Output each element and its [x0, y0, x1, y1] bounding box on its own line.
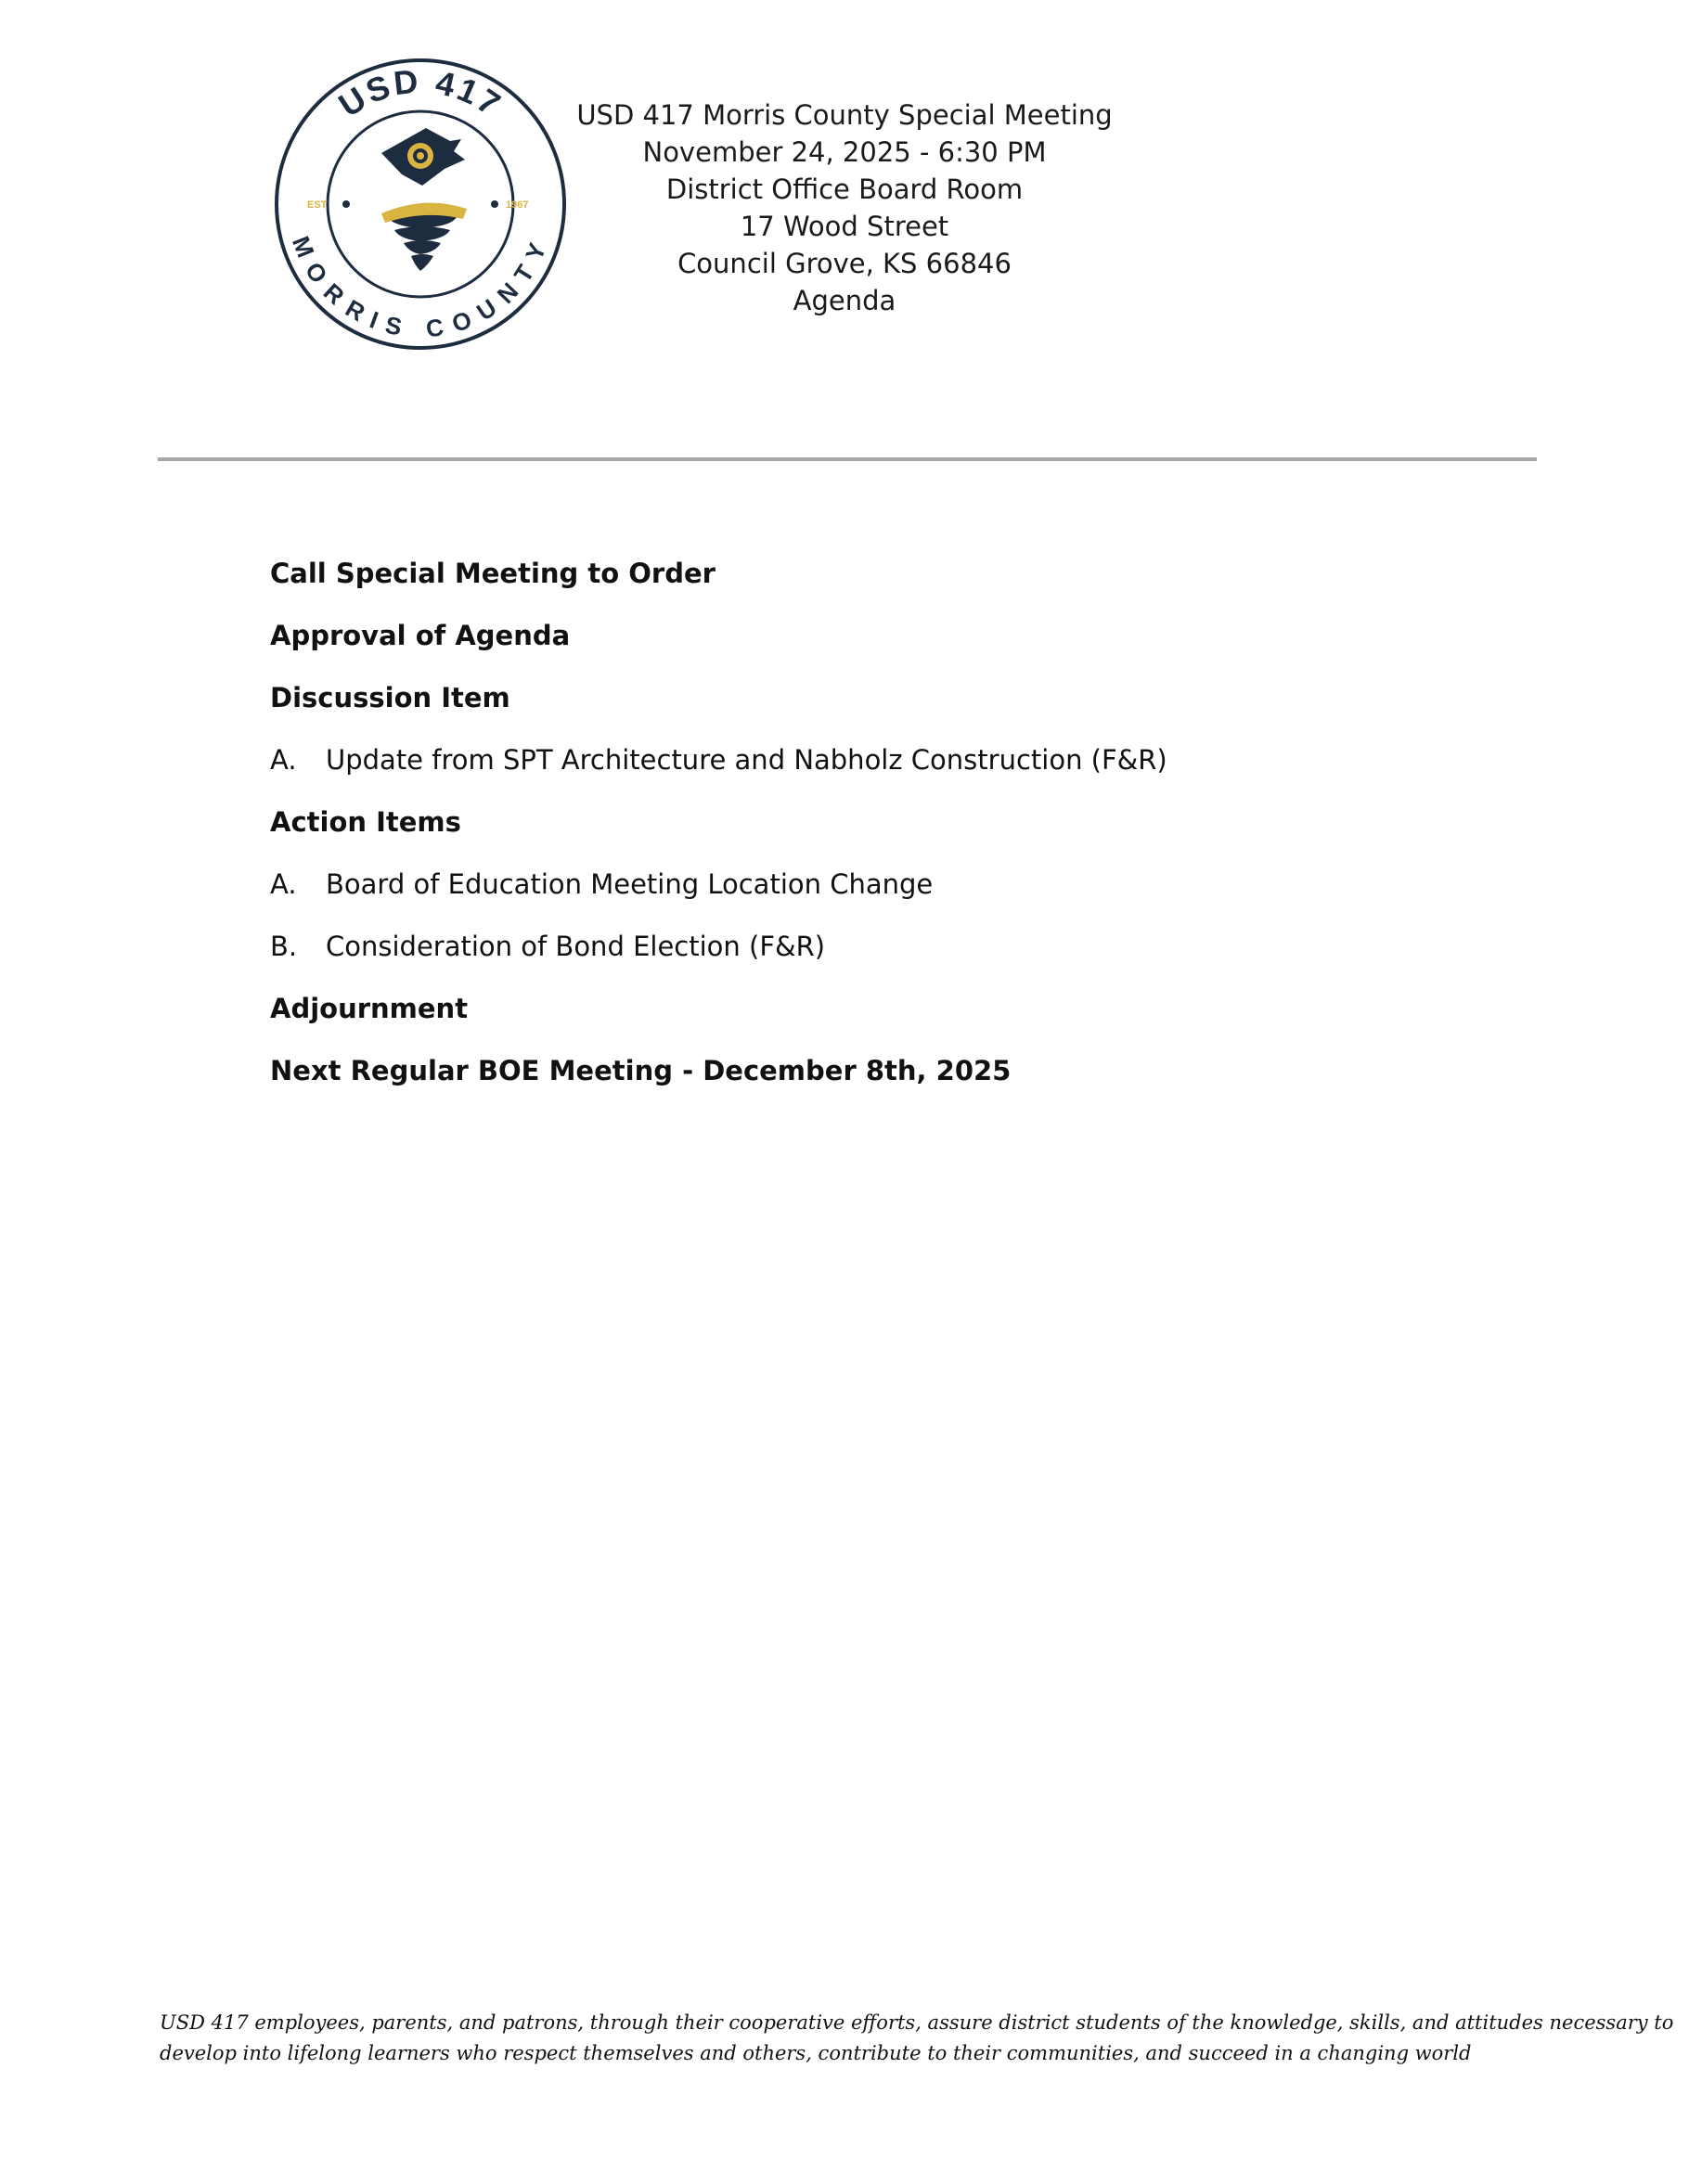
agenda-call-to-order: Call Special Meeting to Order — [270, 558, 716, 589]
item-marker: B. — [270, 931, 298, 962]
meeting-title: USD 417 Morris County Special Meeting — [576, 99, 1113, 131]
agenda-approval: Approval of Agenda — [270, 620, 571, 651]
item-marker: A. — [270, 744, 297, 776]
seal-left-dot — [342, 200, 350, 208]
agenda-action-heading: Action Items — [270, 806, 461, 838]
seal-top-text: USD 417 — [331, 61, 509, 125]
meeting-venue: District Office Board Room — [665, 173, 1024, 205]
meeting-city: Council Grove, KS 66846 — [677, 248, 1012, 279]
agenda-action-item — [270, 926, 1476, 967]
seal-est-year: 1967 — [506, 199, 529, 211]
header-divider — [158, 457, 1537, 461]
agenda-list — [270, 553, 1476, 1112]
document-type: Agenda — [793, 285, 896, 316]
mission-line: USD 417 employees, parents, and patrons, through their cooperative efforts, assure district students of the knowledge, skills, and attitudes necessary to — [160, 2011, 1674, 2034]
item-text: Consideration of Bond Election (F&R) — [326, 931, 826, 962]
mission-statement — [160, 2008, 1674, 2069]
item-text: Board of Education Meeting Location Change — [326, 868, 934, 900]
agenda-discussion-item — [270, 739, 1476, 780]
mission-line: develop into lifelong learners who respect themselves and others, contribute to their communities, and succeed in a changing world — [160, 2042, 1472, 2064]
meeting-datetime: November 24, 2025 - 6:30 PM — [642, 136, 1047, 168]
agenda-adjournment: Adjournment — [270, 993, 469, 1024]
item-text: Update from SPT Architecture and Nabholz Construction (F&R) — [326, 744, 1167, 776]
agenda-action-item — [270, 864, 1476, 905]
seal-est-label: EST — [307, 199, 328, 211]
seal-bottom-text: MORRIS COUNTY — [286, 232, 555, 343]
meeting-street: 17 Wood Street — [740, 211, 949, 242]
item-marker: A. — [270, 868, 297, 900]
seal-right-dot — [491, 200, 498, 208]
agenda-next-meeting: Next Regular BOE Meeting - December 8th, 2025 — [270, 1055, 1012, 1086]
agenda-discussion-heading: Discussion Item — [270, 682, 510, 713]
meeting-header — [520, 96, 1169, 319]
